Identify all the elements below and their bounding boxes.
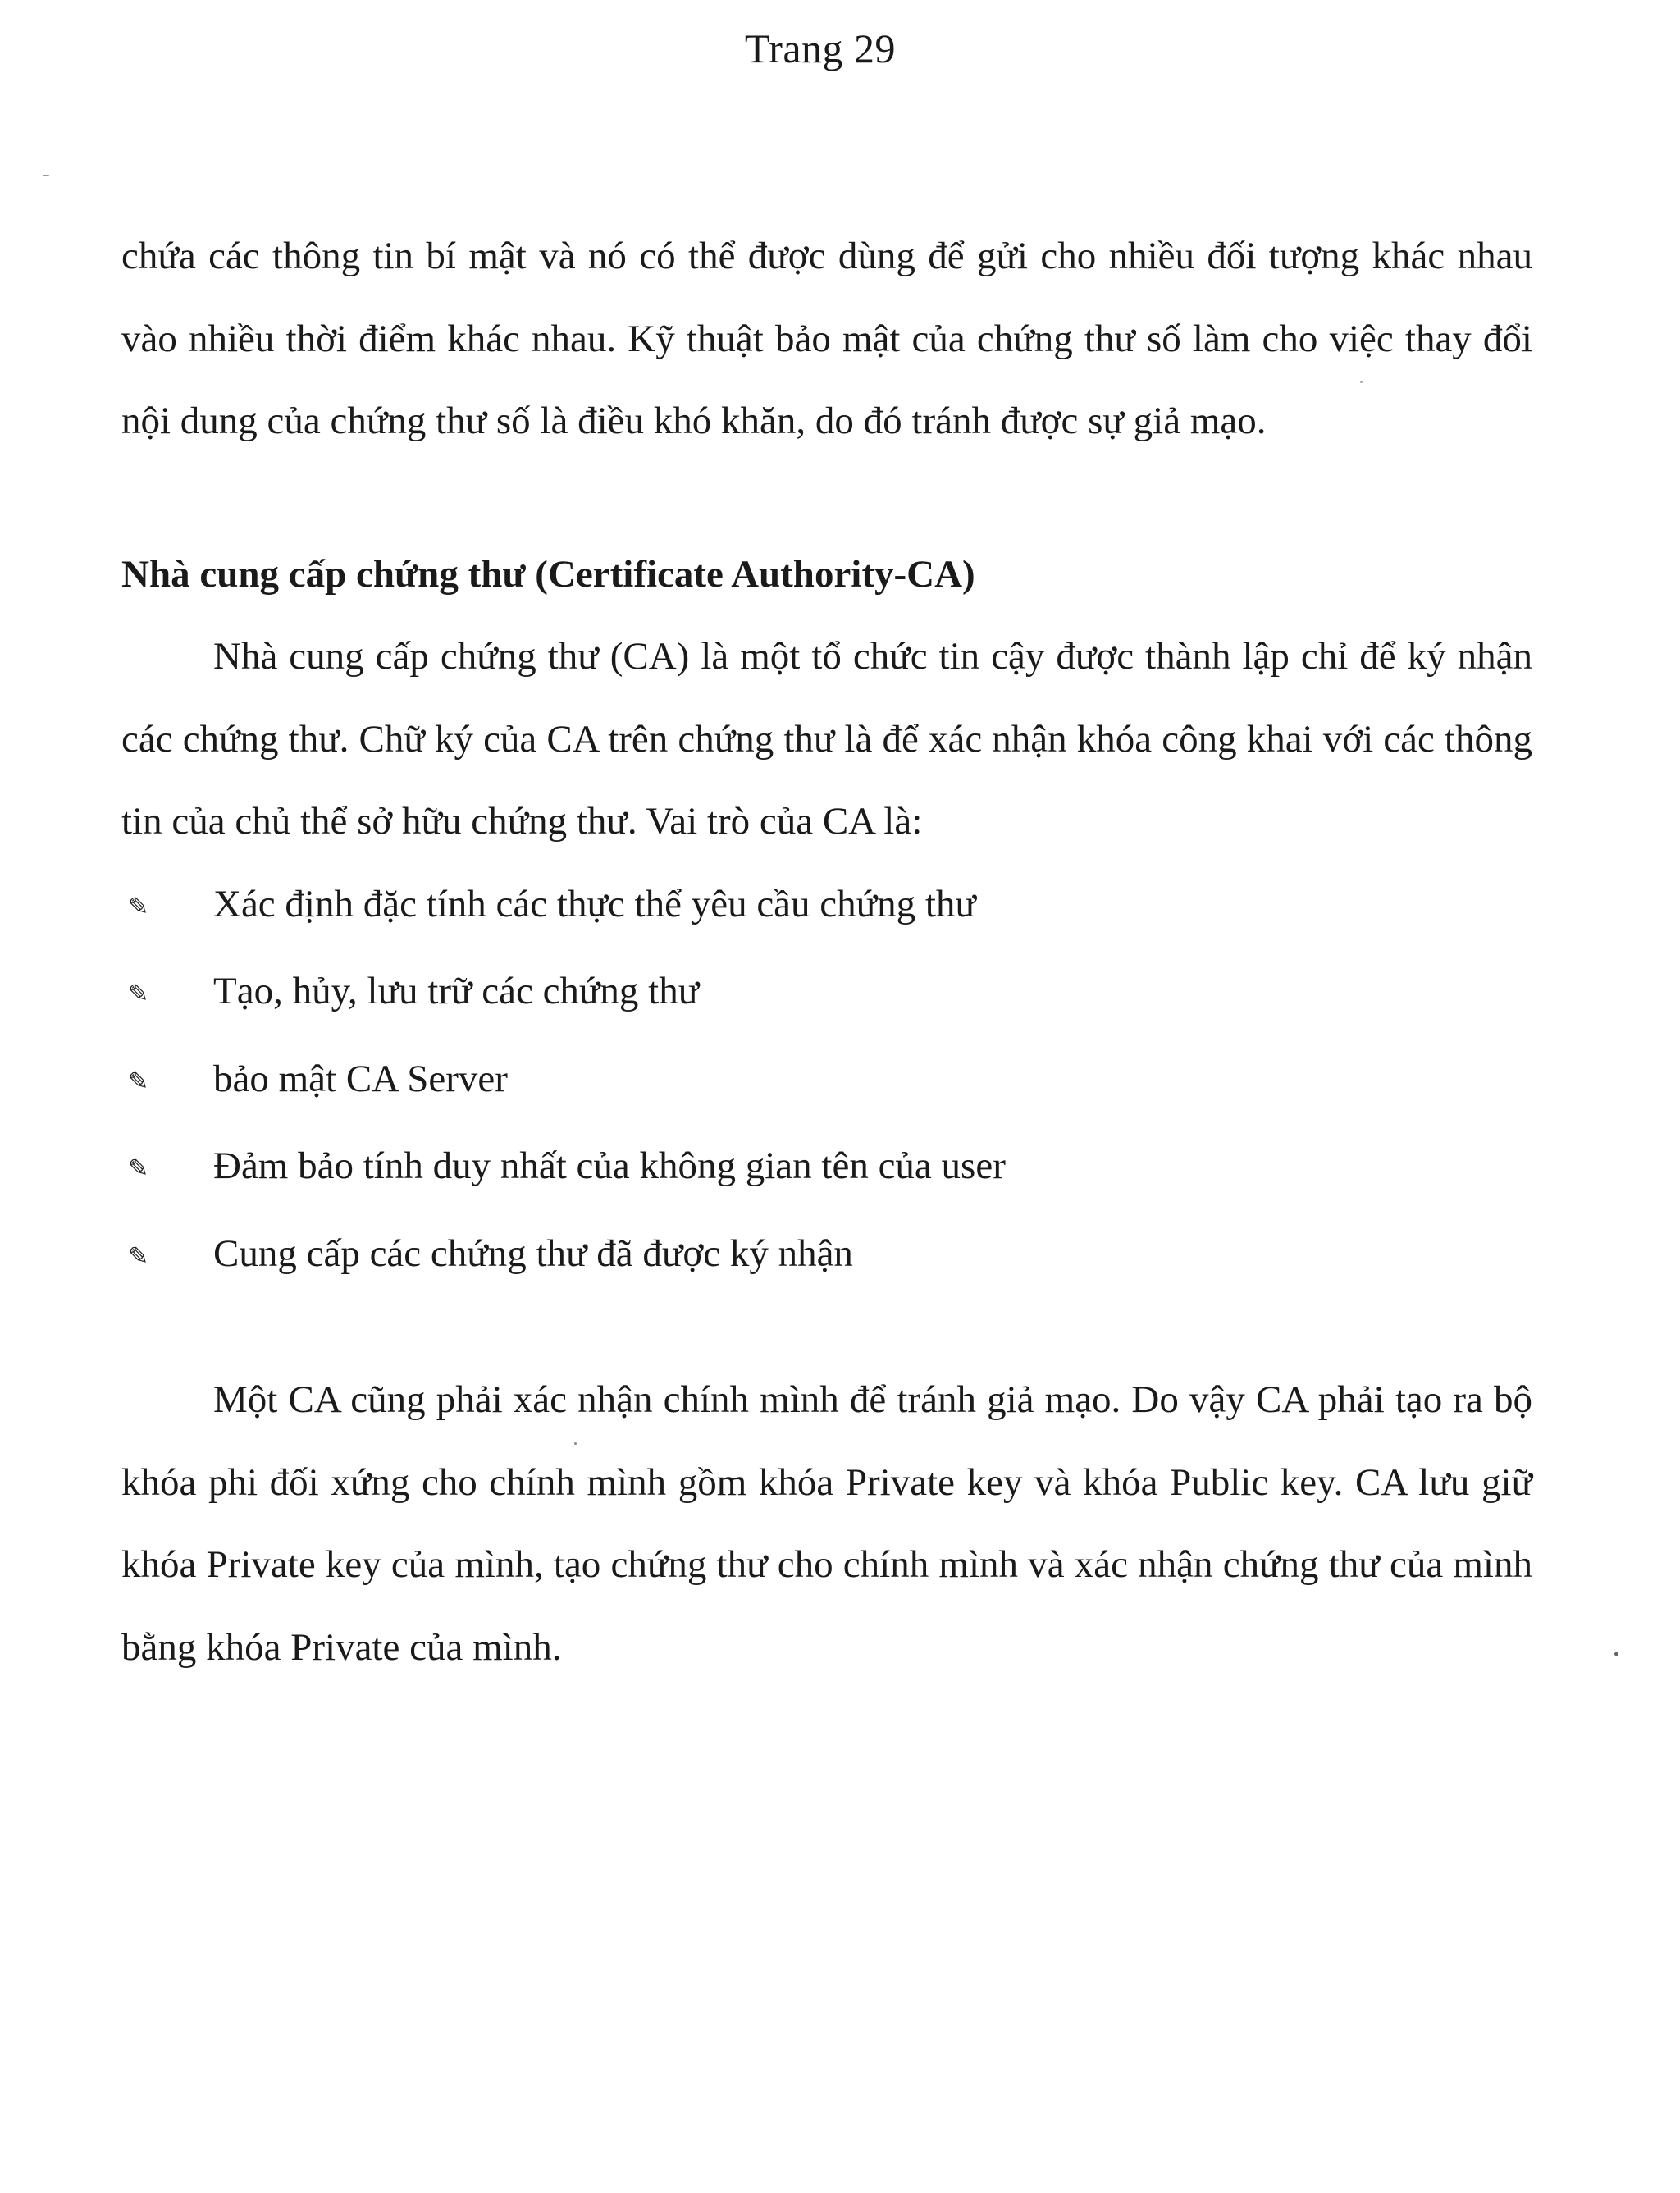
- pencil-arrow-icon: ✎: [128, 1067, 149, 1096]
- pencil-arrow-icon: ✎: [128, 1241, 149, 1271]
- paragraph-continuation: chứa các thông tin bí mật và nó có thể được dùng để gửi cho nhiều đối tượng khác nhau vào nhiều thời điểm khác nhau. Kỹ thuật bảo mật của chứng thư số làm cho việc thay đổi nội dung của chứng thư số là điều khó khăn, do đó tránh được sự giả mạo.: [121, 235, 1532, 442]
- paragraph-ca-intro: Nhà cung cấp chứng thư (CA) là một tổ chức tin cậy được thành lập chỉ để ký nhận các chứng thư. Chữ ký của CA trên chứng thư là để xác nhận khóa công khai với các thông tin của chủ thể sở hữu chứng thư. Vai trò của CA là:: [121, 635, 1532, 843]
- list-item: [121, 1125, 1532, 1213]
- ca-roles-list: [121, 863, 1532, 1300]
- list-item-text: bảo mật CA Server: [213, 1057, 508, 1100]
- paragraph-ca-self-cert: Một CA cũng phải xác nhận chính mình để tránh giả mạo. Do vậy CA phải tạo ra bộ khóa phi đối xứng cho chính mình gồm khóa Private key và khóa Public key. CA lưu giữ khóa Private key của mình, tạo chứng thư cho chính mình và xác nhận chứng thư của mình bằng khóa Private của mình.: [121, 1378, 1532, 1669]
- scan-speck: [1614, 1652, 1618, 1656]
- list-item: [121, 1213, 1532, 1300]
- list-item: [121, 1038, 1532, 1126]
- pencil-arrow-icon: ✎: [128, 1154, 149, 1183]
- list-item-text: Cung cấp các chứng thư đã được ký nhận: [213, 1231, 853, 1275]
- list-item: [121, 863, 1532, 951]
- page-content: [121, 215, 1532, 1688]
- list-item-text: Đảm bảo tính duy nhất của không gian tên của user: [213, 1144, 1006, 1187]
- list-item-text: Tạo, hủy, lưu trữ các chứng thư: [213, 970, 700, 1012]
- page-number-header: Trang 29: [744, 25, 897, 71]
- section-gap: [121, 1300, 1532, 1359]
- section-heading: Nhà cung cấp chứng thư (Certificate Authority-CA): [121, 552, 975, 596]
- scan-speck: [1360, 381, 1363, 383]
- pencil-arrow-icon: ✎: [128, 980, 149, 1008]
- section-gap: [121, 463, 1532, 533]
- pencil-arrow-icon: ✎: [128, 892, 149, 921]
- list-item: [121, 950, 1532, 1038]
- scan-speck: [574, 1442, 577, 1445]
- list-item-text: Xác định đặc tính các thực thể yêu cầu chứng thư: [213, 882, 976, 925]
- scan-speck: [43, 175, 49, 176]
